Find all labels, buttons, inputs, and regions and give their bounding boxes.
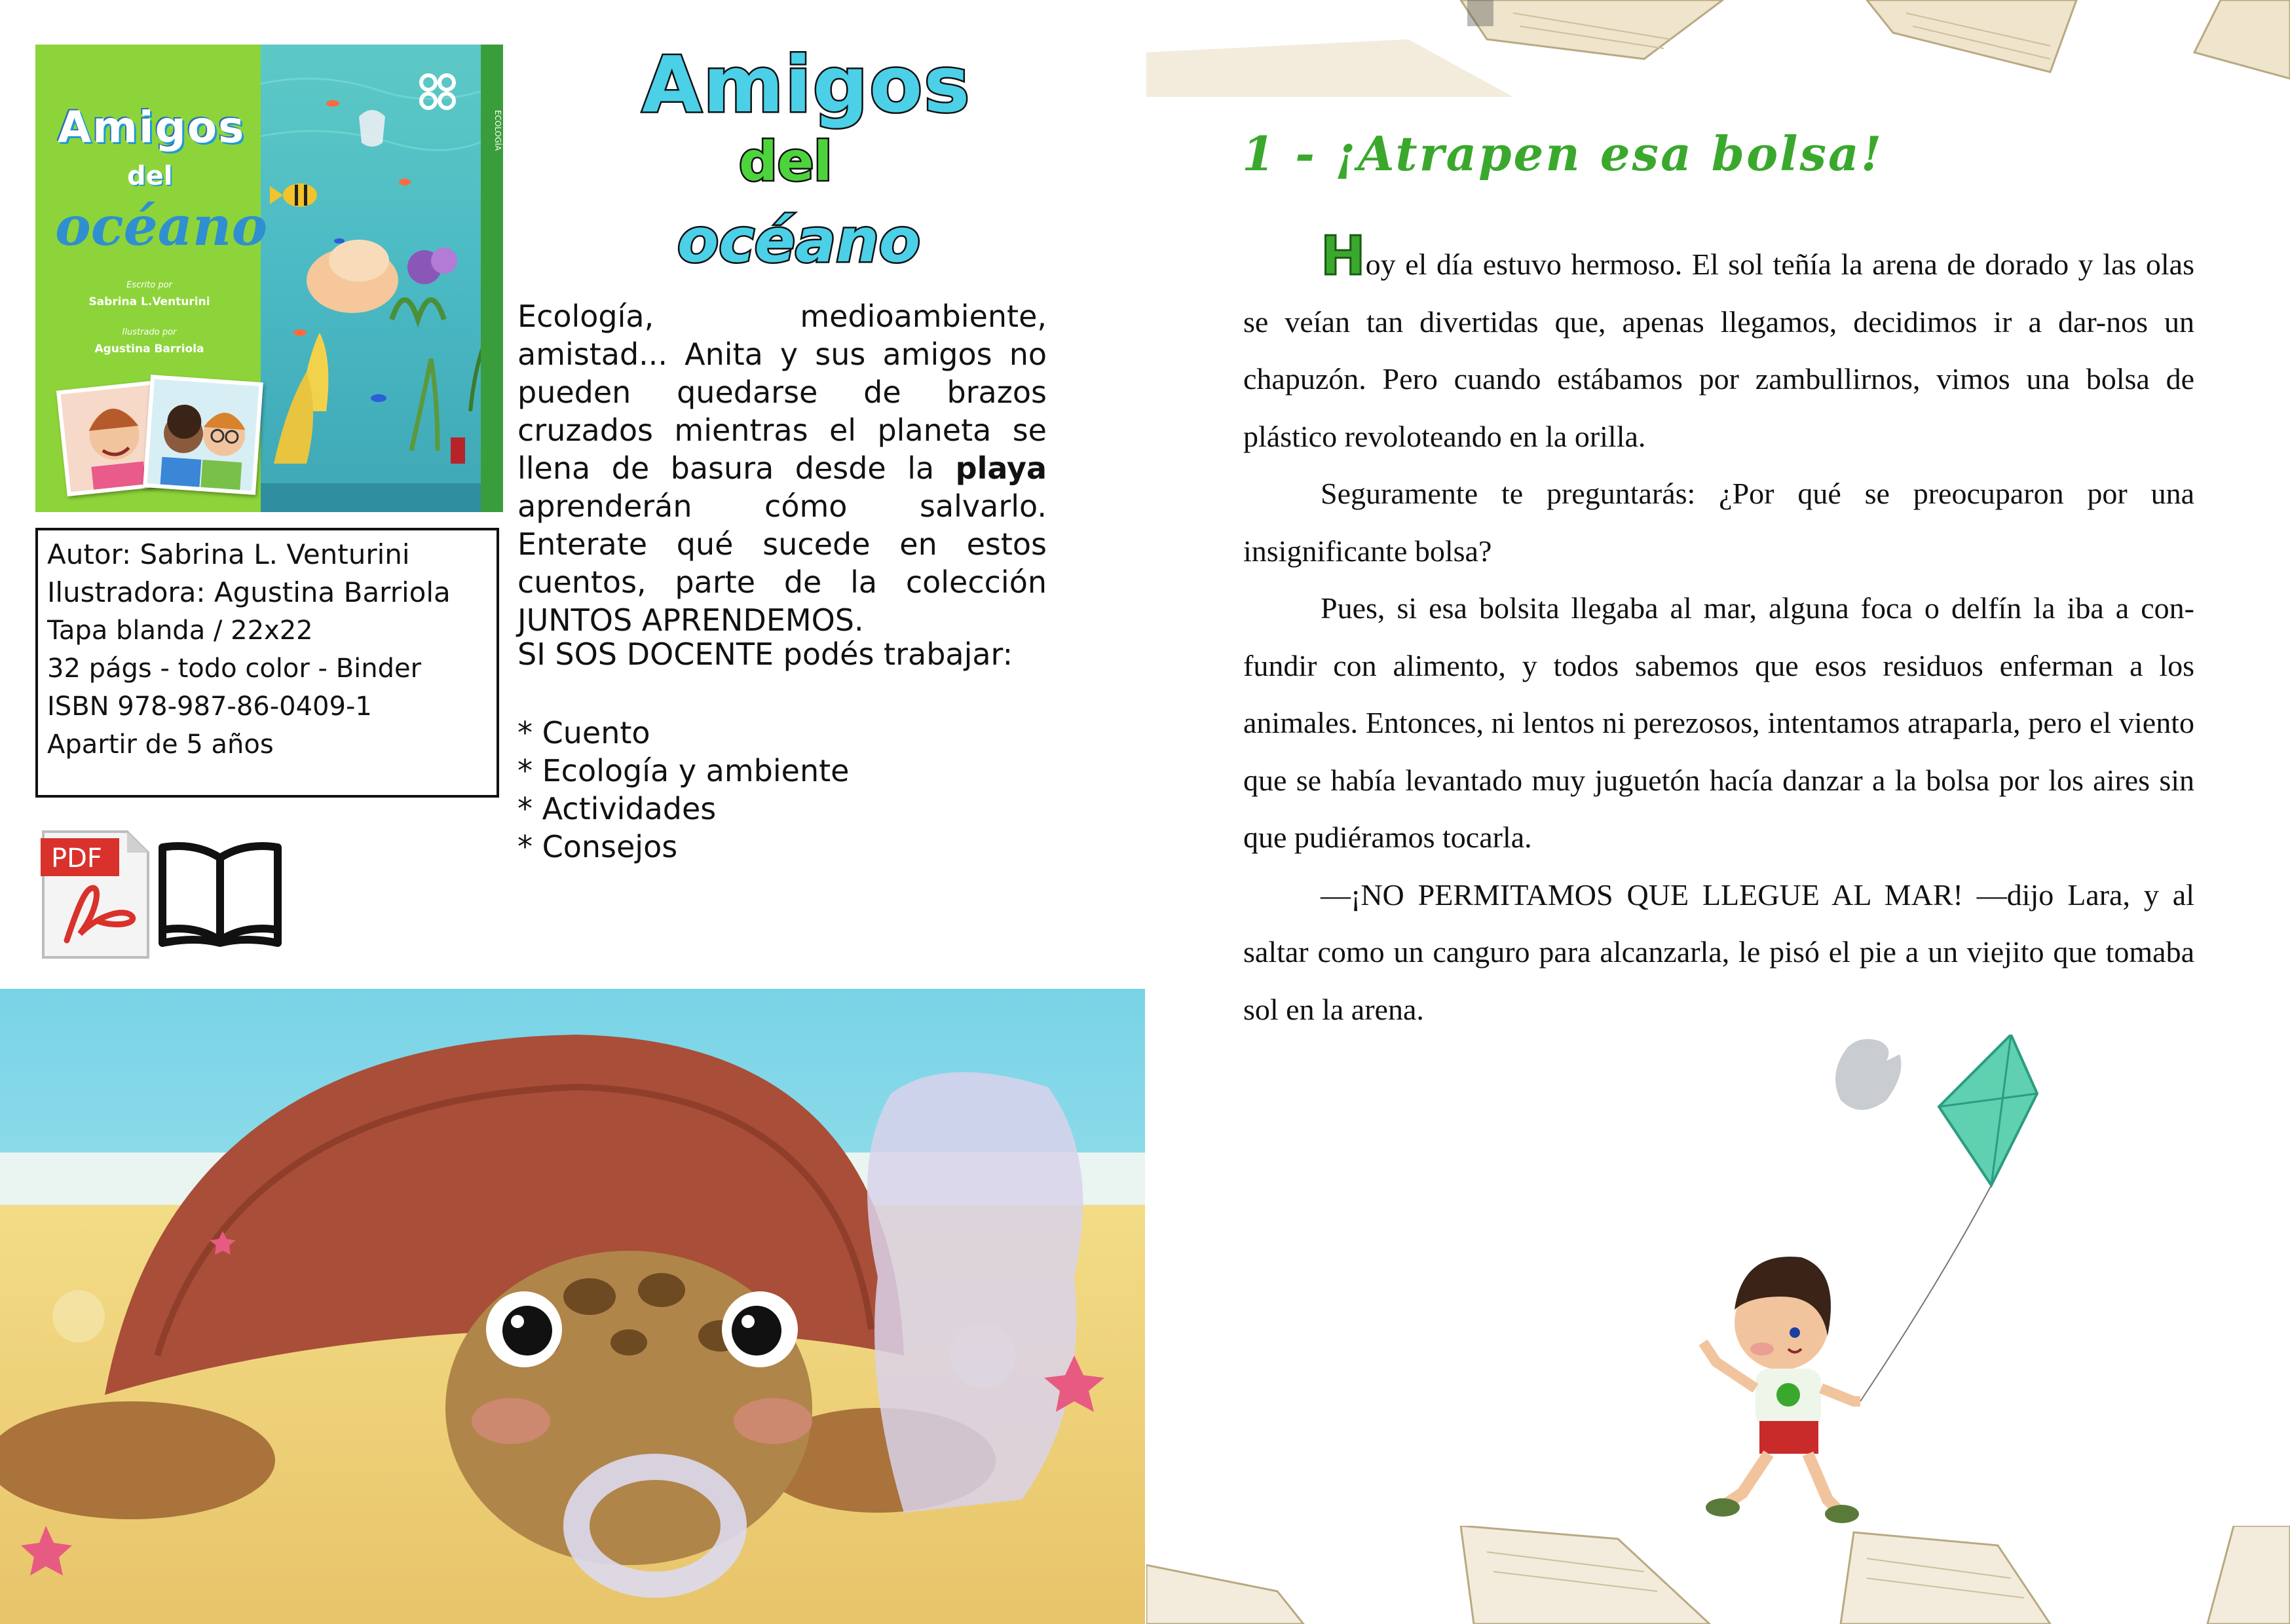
description-part1: Ecología, medioambiente, amistad... Anita y sus amigos no pueden quedarse de brazos cruzados mientras el planeta se llena de basura desde la — [517, 299, 1047, 486]
info-age: Apartir de 5 años — [47, 729, 274, 760]
topic-item: * Consejos — [517, 829, 678, 864]
cover-title-del: del — [127, 161, 173, 191]
story-text — [1243, 225, 2194, 1038]
open-books-decoration-bottom — [1146, 1526, 2290, 1624]
cover-illustrator: Agustina Barriola — [94, 342, 204, 356]
page-title-line1: Amigos — [642, 39, 971, 130]
open-books-decoration-top — [1146, 0, 2290, 97]
topic-item: * Actividades — [517, 791, 717, 826]
cover-reef-illustration — [261, 45, 503, 512]
info-format: Tapa blanda / 22x22 — [47, 616, 313, 646]
info-author: Autor: Sabrina L. Venturini — [47, 538, 410, 570]
turtle-illustration — [0, 989, 1145, 1624]
page-title-line2: del — [739, 131, 833, 193]
story-paragraph-1: Hoy el día estuvo hermoso. El sol teñía la arena de dorado y las olas se veían tan divertidas que, apenas llegamos, decidimos ir a dar-nos un chapuzón. Pero cuando estábamos por zambullirnos, vimos una bolsa de plástico revoloteando en la orilla. — [1243, 225, 2194, 453]
svg-text:PDF: PDF — [51, 843, 102, 874]
book-cover-image — [35, 45, 503, 512]
story-paragraph-3: Pues, si esa bolsita llegaba al mar, alguna foca o delfín la iba a con-fundir con alimento, y todos sabemos que esos residuos enferman a los animales. Entonces, ni lentos ni perezosos, intentamos atraparla, pero el viento que se había levantado muy juguetón hacía danzar a la bolsa por los aires sin que pudiéramos tocarla. — [1243, 591, 2194, 854]
book-description — [517, 297, 1047, 639]
collection-logo-icon — [417, 71, 462, 117]
cover-title-amigos: Amigos — [58, 102, 246, 153]
chapter-title: 1 - ¡Atrapen esa bolsa! — [1242, 126, 1884, 181]
pdf-file-icon[interactable] — [41, 829, 151, 960]
story-paragraph-2: Seguramente te preguntarás: ¿Por qué se preocuparon por una insignificante bolsa? — [1243, 477, 2194, 568]
cover-photo-right — [143, 375, 263, 495]
info-isbn: ISBN 978-987-86-0409-1 — [47, 692, 372, 722]
cover-title-oceano: océano — [55, 195, 268, 258]
drop-cap: H — [1321, 225, 1366, 287]
info-pages: 32 págs - todo color - Binder — [47, 654, 422, 684]
open-book-icon[interactable] — [156, 838, 284, 947]
cover-spine-label: ECOLOGÍA — [493, 110, 502, 151]
story-paragraph-4: —¡NO PERMITAMOS QUE LLEGUE AL MAR! —dijo Lara, y al saltar como un canguro para alcanzarla, le pisó el pie a un viejito que tomaba sol en la arena. — [1243, 877, 2194, 1026]
cover-written-by-label: Escrito por — [126, 280, 172, 290]
topic-item: * Cuento — [517, 715, 650, 750]
cover-sea-panel — [261, 45, 503, 512]
topics-list — [517, 714, 849, 866]
cover-illustrated-by-label: Ilustrado por — [122, 327, 177, 337]
book-info-box — [35, 528, 499, 798]
info-illustrator: Ilustradora: Agustina Barriola — [47, 576, 451, 608]
description-part2: aprenderán cómo salvarlo. Enterate qué sucede en estos cuentos, parte de la colección JUNTOS APRENDEMOS. — [517, 489, 1047, 638]
description-bold-word: playa — [955, 451, 1047, 486]
boy-with-kite-illustration — [1664, 1035, 2044, 1532]
teacher-line: SI SOS DOCENTE podés trabajar: — [517, 637, 1013, 672]
topic-item: * Ecología y ambiente — [517, 753, 850, 788]
cover-author: Sabrina L.Venturini — [88, 295, 210, 308]
page-title-line3: océano — [677, 206, 920, 276]
